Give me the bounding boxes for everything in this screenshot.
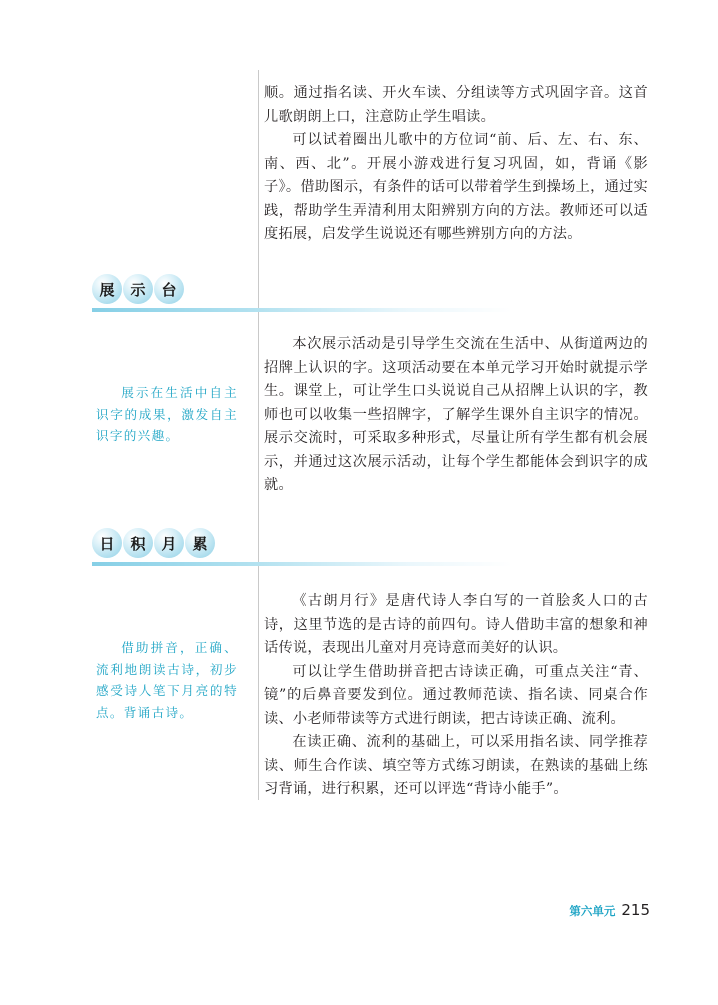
accumulation-heading	[92, 528, 592, 568]
heading-char-bubble: 日	[92, 528, 122, 558]
accumulation-paragraph-1: 《古朗月行》是唐代诗人李白写的一首脍炙人口的古诗，这里节选的是古诗的前四句。诗人借助丰富的想象和神话传说，表现出儿童对月亮诗意而美好的认识。	[264, 593, 648, 656]
showcase-text	[264, 333, 648, 498]
intro-paragraph-2: 可以试着圈出儿歌中的方位词“前、后、左、右、东、南、西、北”。开展小游戏进行复习巩固，如，背诵《影子》。借助图示，有条件的话可以带着学生到操场上，通过实践，帮助学生弄清利用太阳辨别方向的方法。教师还可以适度拓展，启发学生说说还有哪些辨别方向的方法。	[264, 132, 648, 242]
accumulation-paragraph-2: 可以让学生借助拼音把古诗读正确，可重点关注“青、镜”的后鼻音要发到位。通过教师范读、指名读、同桌合作读、小老师带读等方式进行朗读，把古诗读正确、流利。	[264, 663, 648, 727]
unit-label: 第六单元	[569, 904, 616, 918]
accumulation-side-note	[96, 637, 238, 723]
heading-char-bubble: 示	[123, 274, 153, 304]
showcase-heading-underline	[92, 308, 512, 312]
heading-char-bubble: 积	[123, 528, 153, 558]
heading-char-bubble: 展	[92, 274, 122, 304]
heading-char-bubble: 月	[154, 528, 184, 558]
showcase-paragraph-1: 本次展示活动是引导学生交流在生活中、从街道两边的招牌上认识的字。这项活动要在本单元学习开始时就提示学生。课堂上，可让学生口头说说自己从招牌上认识的字，教师也可以收集一些招牌字，了解学生课外自主识字的情况。展示交流时，可采取多种形式，尽量让所有学生都有机会展示，并通过这次展示活动，让每个学生都能体会到识字的成就。	[264, 336, 648, 493]
accumulation-paragraph-3: 在读正确、流利的基础上，可以采用指名读、同学推荐读、师生合作读、填空等方式练习朗读，在熟读的基础上练习背诵，进行积累，还可以评选“背诗小能手”。	[264, 734, 648, 797]
showcase-heading	[92, 274, 592, 314]
heading-char-bubble: 台	[154, 274, 184, 304]
accumulation-text	[264, 590, 648, 802]
showcase-side-note	[96, 382, 238, 447]
intro-paragraph-1: 顺。通过指名读、开火车读、分组读等方式巩固字音。这首儿歌朗朗上口，注意防止学生唱读。	[264, 85, 648, 125]
showcase-side-note-text: 展示在生活中自主识字的成果，激发自主识字的兴趣。	[96, 385, 238, 443]
page-footer	[569, 901, 650, 919]
column-divider	[258, 70, 259, 800]
intro-text	[264, 82, 648, 247]
accumulation-heading-underline	[92, 562, 512, 566]
page-number: 215	[621, 901, 650, 919]
accumulation-side-note-text: 借助拼音，正确、流利地朗读古诗，初步感受诗人笔下月亮的特点。背诵古诗。	[96, 640, 238, 720]
heading-char-bubble: 累	[185, 528, 215, 558]
